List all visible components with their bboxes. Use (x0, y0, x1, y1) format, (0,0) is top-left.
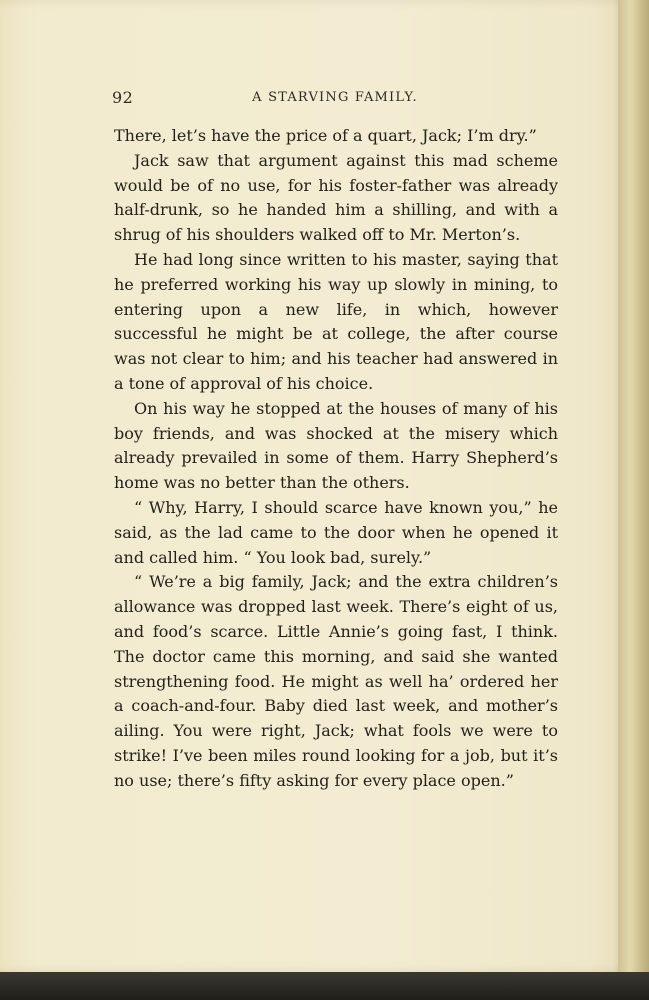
paragraph: Jack saw that argument against this mad scheme would be of no use, for his foster-father was already half-drunk, so he handed him a shilling, and with a shrug of his shoulders walked off to Mr. Merton’s. (114, 150, 558, 245)
running-title: A STARVING FAMILY. (252, 90, 418, 105)
body-text (114, 124, 558, 794)
paragraph: On his way he stopped at the houses of many of his boy friends, and was shocked at the misery which already prevailed in some of them. Harry Shepherd’s home was no better than the others. (114, 398, 558, 493)
page-number: 92 (112, 88, 134, 107)
page-header (112, 88, 558, 112)
paragraph: “ We’re a big family, Jack; and the extra children’s allowance was dropped last week. There’s eight of us, and food’s scarce. Little Annie’s going fast, I think. The doctor came this morning, and said she wanted strengthening food. He might as well ha’ ordered her a coach-and-four. Baby died last week, and mother’s ailing. You were right, Jack; what fools we were to strike! I’ve been miles round looking for a job, but it’s no use; there’s fifty asking for every place open.” (114, 572, 558, 790)
book-edge (618, 0, 649, 980)
scan-background (0, 972, 649, 1000)
paragraph: “ Why, Harry, I should scarce have known you,” he said, as the lad came to the door when he opened it and called him. “ You look bad, surely.” (114, 497, 558, 567)
paragraph: There, let’s have the price of a quart, Jack; I’m dry.” (114, 126, 537, 145)
paragraph: He had long since written to his master, saying that he preferred working his way up slowly in mining, to entering upon a new life, in which, however successful he might be at college, the after course was not clear to him; and his teacher had answered in a tone of approval of his choice. (114, 249, 558, 393)
